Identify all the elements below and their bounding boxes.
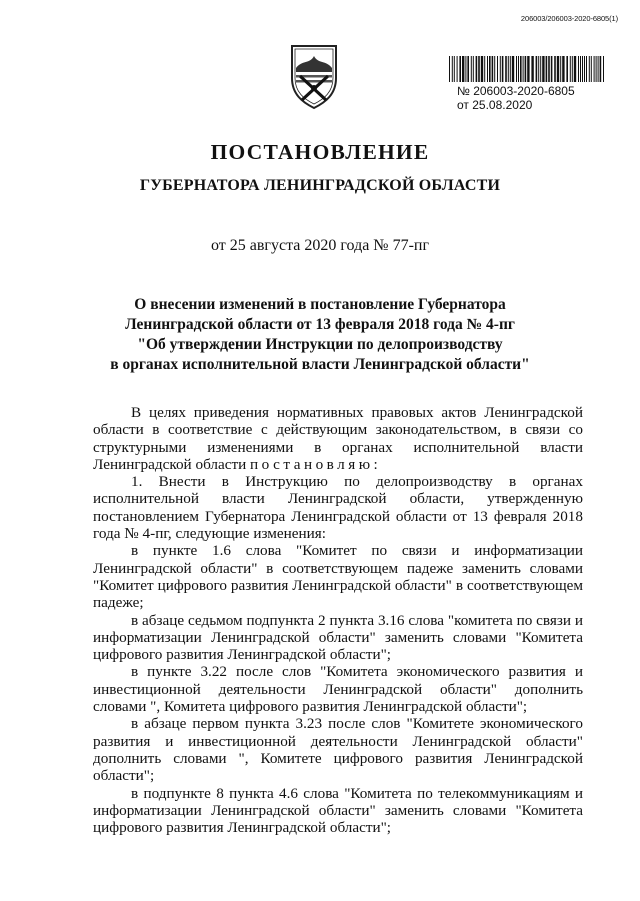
barcode-bar <box>600 56 602 82</box>
barcode-bar <box>497 56 498 82</box>
barcode-bar <box>589 56 590 82</box>
preamble-paragraph <box>93 404 583 473</box>
heading-line: в органах исполнительной власти Ленинградской области" <box>110 356 530 373</box>
heading-line: Ленинградской области от 13 февраля 2018 года № 4-пг <box>125 316 515 333</box>
coat-of-arms-emblem <box>286 42 342 110</box>
barcode-bar <box>478 56 480 82</box>
barcode-bar <box>557 56 559 82</box>
body-paragraph: в абзаце седьмом подпункта 2 пункта 3.16 слова "комитета по связи и информатизации Ленинградской области" заменить словами "Комитета цифрового развития Ленинградской области"; <box>93 611 583 664</box>
barcode-bar <box>467 56 469 82</box>
barcode-bar <box>489 56 491 82</box>
barcode-bar <box>510 56 511 82</box>
heading-line: О внесении изменений в постановление Губернатора <box>134 296 506 313</box>
barcode-bar <box>594 56 595 82</box>
barcode-bar <box>580 56 581 82</box>
barcode-bar <box>476 56 478 82</box>
barcode-bar <box>591 56 592 82</box>
barcode-bar <box>551 56 553 82</box>
barcode-bar <box>492 56 494 82</box>
body-paragraph: в абзаце первом пункта 3.23 после слов "Комитете экономического развития и инвестиционной деятельности Ленинградской области" дополнить словами ", Комитете цифрового развития Ленинградской области"; <box>93 715 583 785</box>
body-paragraph: в пункте 1.6 слова "Комитет по связи и информатизации Ленинградской области" в соответствующем падеже заменить словами "Комитет цифрового развития Ленинградской области" в соответствующем падеже; <box>93 542 583 612</box>
body-paragraph: 1. Внести в Инструкцию по делопроизводству в органах исполнительной власти Ленинградской области, утвержденную постановлением Губернатора Ленинградской области от 13 февраля 2018 года № 4-пг, следующие изменения: <box>93 473 583 543</box>
registration-date: от 25.08.2020 <box>457 98 533 112</box>
registration-stamp <box>448 56 608 112</box>
barcode-bar <box>500 56 501 82</box>
barcode-bar <box>459 56 461 82</box>
barcode-bar <box>582 56 583 82</box>
document-date-number: от 25 августа 2020 года № 77-пг <box>210 237 430 254</box>
document-issuer: ГУБЕРНАТОРА ЛЕНИНГРАДСКОЙ ОБЛАСТИ <box>139 177 501 194</box>
barcode-bar <box>520 56 522 82</box>
document-heading <box>100 295 540 375</box>
barcode-bar <box>512 56 514 82</box>
barcode-bar <box>562 56 564 82</box>
barcode-bar <box>538 56 539 82</box>
barcode-bar <box>598 56 599 82</box>
registration-number: № 206003-2020-6805 <box>457 84 575 98</box>
barcode-bar <box>574 56 576 82</box>
barcode-bar <box>457 56 458 82</box>
barcode-bar <box>584 56 585 82</box>
barcode-bar <box>578 56 579 82</box>
barcode-bar <box>505 56 507 82</box>
barcode-bar <box>508 56 509 82</box>
barcode-bar <box>554 56 556 82</box>
barcode-bar <box>570 56 571 82</box>
barcode-bar <box>548 56 550 82</box>
barcode-bar <box>586 56 587 82</box>
barcode-bar <box>494 56 495 82</box>
document-body <box>93 404 583 836</box>
decree-word: постановляю: <box>250 455 382 473</box>
barcode-bar <box>481 56 483 82</box>
barcode-bar <box>536 56 538 82</box>
barcode-bar <box>487 56 488 82</box>
body-paragraph: в подпункте 8 пункта 4.6 слова "Комитета по телекоммуникациям и информатизации Ленинградской области" заменить словами "Комитета цифрового развития Ленинградской области"; <box>93 784 583 837</box>
barcode-bar <box>471 56 472 82</box>
barcode-bar <box>560 56 561 82</box>
barcode-bar <box>473 56 474 82</box>
barcode <box>448 56 606 82</box>
barcode-bar <box>516 56 517 82</box>
barcode-bar <box>449 56 450 82</box>
barcode-bar <box>540 56 541 82</box>
document-title: ПОСТАНОВЛЕНИЕ <box>210 140 430 164</box>
barcode-bar <box>525 56 527 82</box>
barcode-bar <box>531 56 533 82</box>
barcode-bar <box>542 56 544 82</box>
barcode-bar <box>502 56 504 82</box>
barcode-bar <box>603 56 604 82</box>
barcode-bar <box>484 56 485 82</box>
barcode-bar <box>596 56 597 82</box>
preamble-text: В целях приведения нормативных правовых актов Ленинградской области в соответствие с действующим законодательством, в связи со структурными изменениями в органах исполнительной власти Ленинградской области <box>93 404 583 473</box>
barcode-bar <box>566 56 568 82</box>
heading-line: "Об утверждении Инструкции по делопроизводству <box>137 336 503 353</box>
body-paragraph: в пункте 3.22 после слов "Комитета экономического развития и инвестиционной деятельности Ленинградской области" дополнить словами ", Комитета цифрового развития Ленинградской области"; <box>93 663 583 716</box>
barcode-bar <box>454 56 455 82</box>
top-registration-code: 206003/206003-2020-6805(1) <box>520 14 618 23</box>
barcode-bar <box>462 56 464 82</box>
barcode-bar <box>518 56 519 82</box>
barcode-bar <box>523 56 524 82</box>
barcode-bar <box>546 56 548 82</box>
barcode-bar <box>527 56 529 82</box>
barcode-bar <box>572 56 573 82</box>
barcode-bar <box>465 56 466 82</box>
barcode-bar <box>452 56 453 82</box>
